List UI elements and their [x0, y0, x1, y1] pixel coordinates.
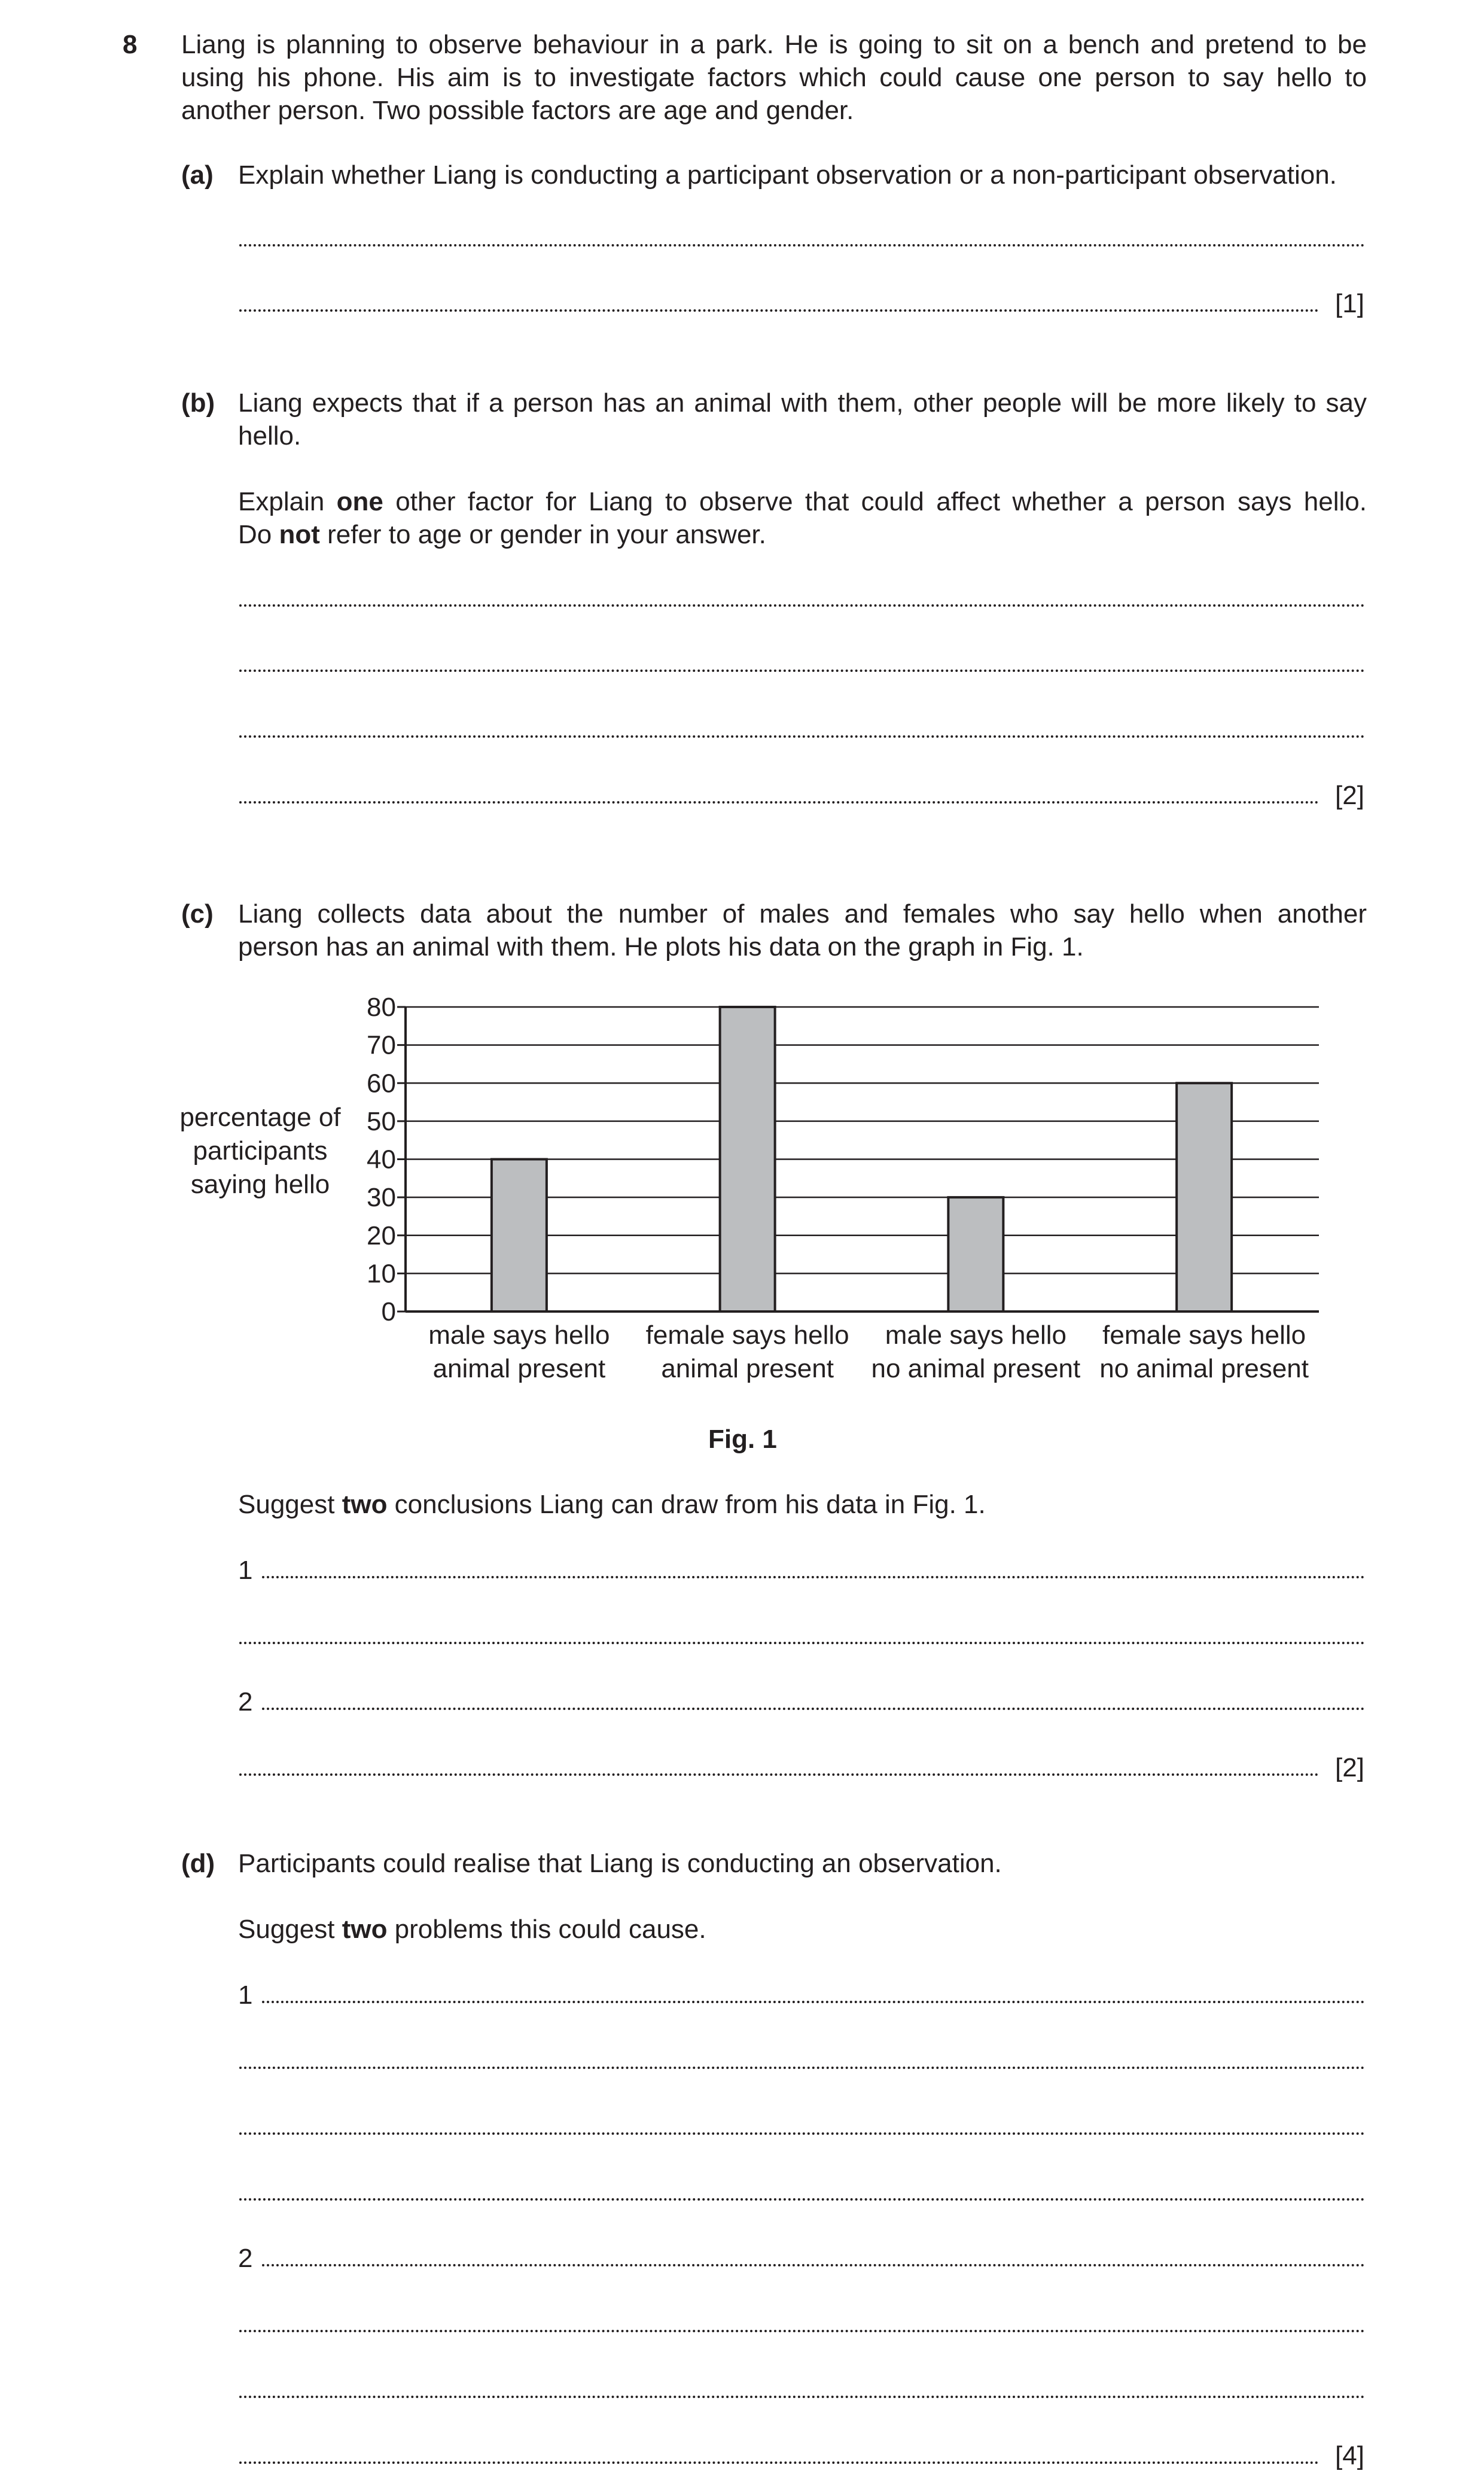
part-b-instruction-2: Do not refer to age or gender in your answer. — [238, 520, 766, 549]
intro-line-2: using his phone. His aim is to investigate factors which could cause one person to say hello to — [181, 63, 1367, 92]
answer-line-d3[interactable] — [239, 2132, 1365, 2135]
bar-3 — [948, 1197, 1003, 1312]
answer-line-d6[interactable] — [239, 2330, 1365, 2332]
x-category-label-4-line-1: female says hello — [1102, 1320, 1306, 1350]
y-tick-label-40: 40 — [367, 1145, 396, 1174]
part-b-line-1: Liang expects that if a person has an animal with them, other people will be more likely to say — [238, 388, 1367, 418]
part-a-question: Explain whether Liang is conducting a participant observation or a non-participant observation. — [238, 160, 1337, 190]
answer-line-c3[interactable] — [262, 1708, 1365, 1710]
part-b-marks: [2] — [1335, 781, 1364, 810]
y-tick-label-70: 70 — [367, 1030, 396, 1060]
y-tick-label-0: 0 — [381, 1297, 396, 1326]
x-category-label-3-line-1: male says hello — [885, 1320, 1067, 1350]
part-b-label: (b) — [181, 388, 215, 418]
part-d-question: Participants could realise that Liang is conducting an observation. — [238, 1849, 1002, 1878]
part-a-label: (a) — [181, 160, 214, 190]
intro-line-3: another person. Two possible factors are age and gender. — [181, 96, 854, 125]
y-tick-label-60: 60 — [367, 1069, 396, 1099]
part-c-label: (c) — [181, 899, 214, 929]
y-tick-label-30: 30 — [367, 1183, 396, 1213]
problem-1-number: 1 — [238, 1980, 253, 2010]
x-category-label-2-line-1: female says hello — [645, 1320, 849, 1350]
x-category-label-1-line-1: male says hello — [428, 1320, 610, 1350]
y-tick-label-10: 10 — [367, 1259, 396, 1289]
part-a-marks: [1] — [1335, 289, 1364, 318]
conclusion-2-number: 2 — [238, 1687, 253, 1717]
conclusion-1-number: 1 — [238, 1556, 253, 1585]
bar-4 — [1177, 1083, 1232, 1312]
problem-2-number: 2 — [238, 2244, 253, 2273]
y-label-line-3: saying hello — [190, 1170, 330, 1199]
answer-line-d1[interactable] — [262, 2001, 1365, 2003]
x-category-label-2-line-2: animal present — [661, 1354, 834, 1383]
part-c-line-2: person has an animal with them. He plots his data on the graph in Fig. 1. — [238, 932, 1084, 961]
part-b-instruction-1: Explain one other factor for Liang to observe that could affect whether a person says hello. — [238, 487, 1367, 516]
answer-line-c4[interactable] — [239, 1773, 1319, 1776]
answer-line-c1[interactable] — [262, 1576, 1365, 1578]
answer-line-d2[interactable] — [239, 2067, 1365, 2069]
y-tick-label-50: 50 — [367, 1106, 396, 1136]
y-tick-label-20: 20 — [367, 1221, 396, 1250]
y-tick-label-80: 80 — [367, 993, 396, 1022]
intro-line-1: Liang is planning to observe behaviour in a park. He is going to sit on a bench and pretend to be — [181, 30, 1367, 59]
bar-1 — [492, 1160, 547, 1312]
x-category-label-4-line-2: no animal present — [1099, 1354, 1309, 1383]
x-category-label-3-line-2: no animal present — [871, 1354, 1081, 1383]
part-c-line-1: Liang collects data about the number of males and females who say hello when another — [238, 899, 1367, 929]
bar-2 — [720, 1007, 775, 1312]
answer-line-d7[interactable] — [239, 2396, 1365, 2398]
answer-line-d8[interactable] — [239, 2461, 1319, 2464]
part-c-suggest: Suggest two conclusions Liang can draw from his data in Fig. 1. — [238, 1490, 986, 1519]
x-category-label-1-line-2: animal present — [432, 1354, 606, 1383]
figure-caption: Fig. 1 — [708, 1425, 777, 1454]
part-d-marks: [4] — [1335, 2441, 1364, 2470]
question-number: 8 — [123, 30, 138, 59]
y-label-line-2: participants — [193, 1136, 328, 1166]
answer-line-d4[interactable] — [239, 2198, 1365, 2201]
part-d-label: (d) — [181, 1849, 215, 1878]
answer-line-c2[interactable] — [239, 1642, 1365, 1644]
y-label-line-1: percentage of — [179, 1103, 341, 1132]
answer-line-d5[interactable] — [262, 2264, 1365, 2266]
part-b-line-2: hello. — [238, 421, 301, 451]
part-d-suggest: Suggest two problems this could cause. — [238, 1915, 706, 1944]
part-c-marks: [2] — [1335, 1753, 1364, 1782]
